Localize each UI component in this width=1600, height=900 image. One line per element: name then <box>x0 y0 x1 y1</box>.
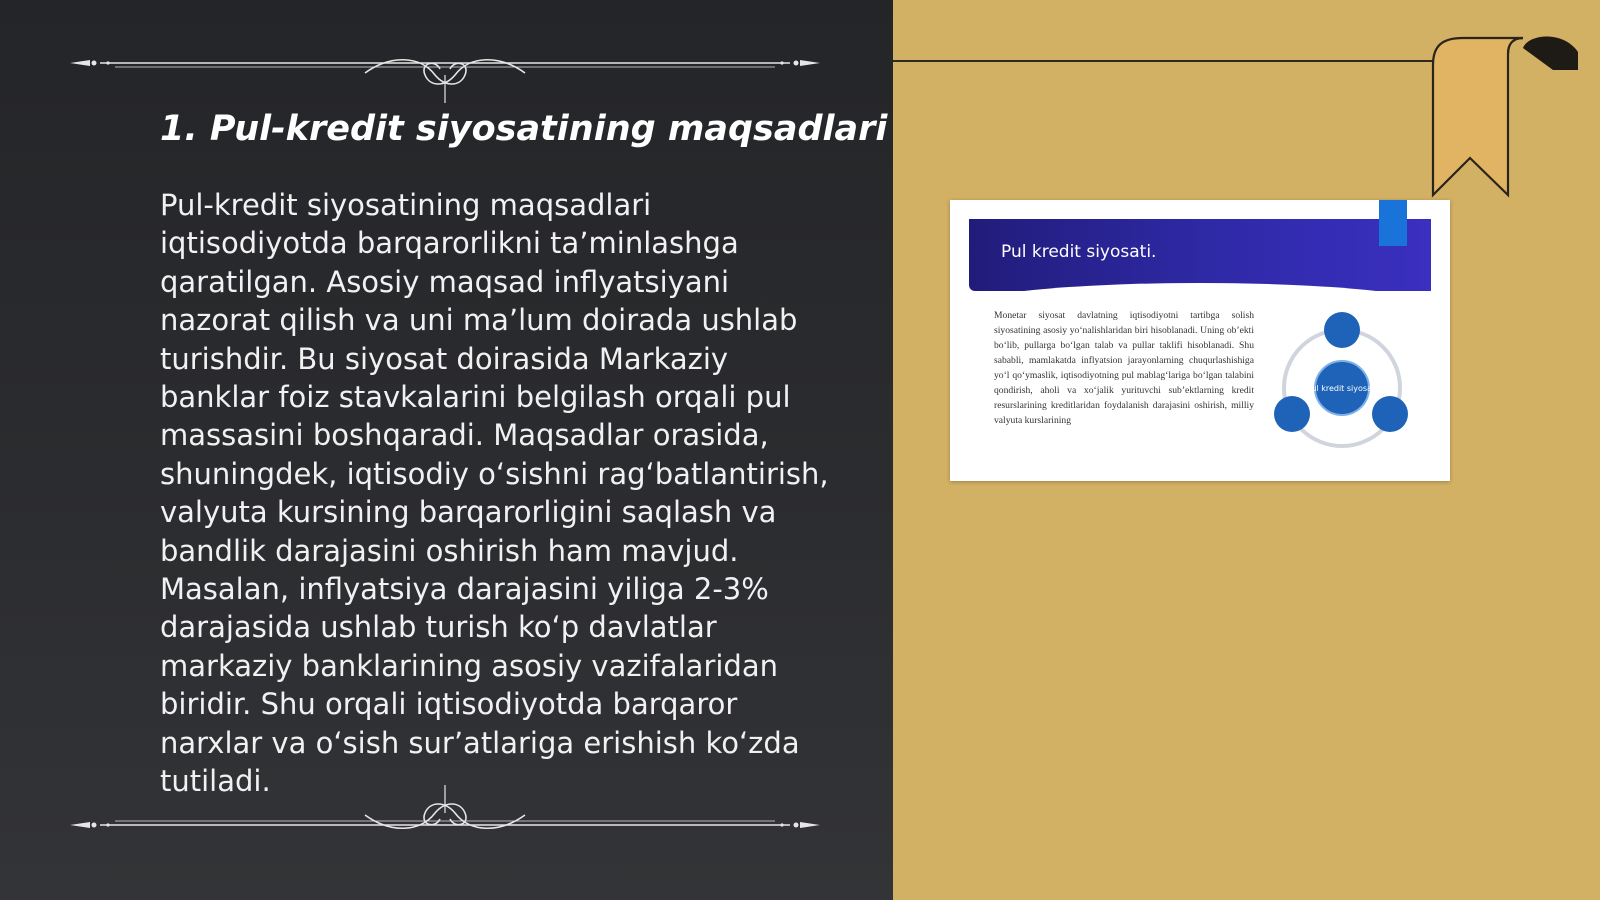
divider-line <box>893 60 1453 62</box>
scroll-divider-icon <box>60 780 830 840</box>
diagram-center-label: Pul kredit siyosati <box>1306 384 1378 393</box>
slide-title: 1. Pul-kredit siyosatining maqsadlari <box>160 109 888 149</box>
thumbnail-accent-tab <box>1379 200 1407 246</box>
body-paragraph: Pul-kredit siyosatining maqsadlari iqtisodiyotda barqarorlikni ta’minlashga qaratilgan. Asosiy maqsad inflyatsiyani nazorat qilish va uni ma’lum doirada ushlab turishdir. Bu siyosat doirasida Markaziy banklar foiz stavkalarini belgilash orqali pul massasini boshqaradi. Maqsadlar orasida, shuningdek, iqtisodiy o‘sishni rag‘batlantirish, valyuta kursining barqarorligini saqlash va bandlik darajasini oshirish ham mavjud. Masalan, inflyatsiya darajasini yiliga 2-3% darajasida ushlab turish ko‘p davlatlar markaziy banklarining asosiy vazifalaridan biridir. Shu orqali iqtisodiyotda barqaror narxlar va o‘sish sur’atlariga erishish ko‘zda tutiladi. <box>160 188 829 799</box>
diagram-node-left <box>1274 396 1310 432</box>
slide-thumbnail <box>950 200 1450 481</box>
scroll-divider-icon <box>60 45 830 105</box>
diagram-node-right <box>1372 396 1408 432</box>
bookmark-ribbon-icon <box>1413 30 1583 205</box>
thumbnail-paragraph: Monetar siyosat davlatning iqtisodiyotni tartibga solish siyosatining asosiy yo‘nalishlaridan biri hisoblanadi. Uning ob’ekti bo‘lib, pullarga bo‘lgan talab va pullar taklifi hisoblanadi. Shu sababli, mamlakatda inflyatsion jarayonlarning chuqurlashishiga yo‘l qo‘ymaslik, iqtisodiyotning pul mablag‘lariga bo‘lgan talabini qondirish, aholi va xo‘jalik yurituvchi sub’ektlarning kredit resurslarining kreditlaridan foydalanish darajasini oshirish, milliy valyuta kurslarining <box>994 310 1254 426</box>
right-image-panel <box>893 0 1600 900</box>
cycle-diagram <box>1270 310 1420 450</box>
diagram-node-top <box>1324 312 1360 348</box>
thumbnail-title: Pul kredit siyosati. <box>1001 242 1157 262</box>
